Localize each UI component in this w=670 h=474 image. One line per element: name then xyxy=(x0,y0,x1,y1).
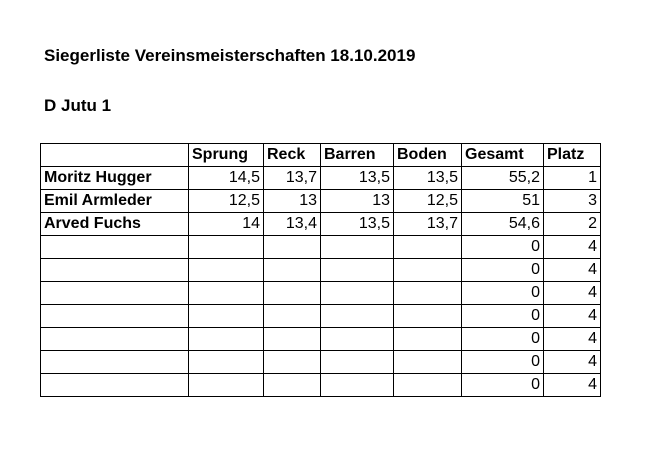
table-row xyxy=(41,305,601,328)
score-boden: 13,7 xyxy=(394,213,462,236)
score-gesamt: 0 xyxy=(462,259,544,282)
score-gesamt: 0 xyxy=(462,351,544,374)
score-gesamt: 0 xyxy=(462,328,544,351)
score-boden xyxy=(394,374,462,397)
score-boden xyxy=(394,328,462,351)
table-row xyxy=(41,190,601,213)
score-reck xyxy=(264,236,321,259)
athlete-name xyxy=(41,351,189,374)
document-title: Siegerliste Vereinsmeisterschaften 18.10.2019 xyxy=(44,46,416,65)
athlete-name xyxy=(41,259,189,282)
score-sprung: 14,5 xyxy=(189,167,264,190)
score-sprung xyxy=(189,259,264,282)
score-boden xyxy=(394,305,462,328)
header-row xyxy=(41,144,601,167)
score-boden xyxy=(394,282,462,305)
rank-platz: 4 xyxy=(544,305,601,328)
score-gesamt: 51 xyxy=(462,190,544,213)
score-boden xyxy=(394,351,462,374)
score-reck: 13,4 xyxy=(264,213,321,236)
score-boden xyxy=(394,259,462,282)
score-gesamt: 0 xyxy=(462,236,544,259)
score-sprung xyxy=(189,351,264,374)
score-reck xyxy=(264,351,321,374)
athlete-name xyxy=(41,328,189,351)
score-gesamt: 55,2 xyxy=(462,167,544,190)
score-boden: 12,5 xyxy=(394,190,462,213)
athlete-name xyxy=(41,282,189,305)
score-barren xyxy=(321,282,394,305)
table-row xyxy=(41,374,601,397)
score-reck xyxy=(264,259,321,282)
score-sprung: 14 xyxy=(189,213,264,236)
rank-platz: 4 xyxy=(544,236,601,259)
header-boden: Boden xyxy=(394,144,462,167)
score-barren: 13,5 xyxy=(321,213,394,236)
athlete-name xyxy=(41,374,189,397)
score-gesamt: 0 xyxy=(462,374,544,397)
results-table xyxy=(40,143,601,397)
table-row xyxy=(41,282,601,305)
score-barren xyxy=(321,236,394,259)
group-subtitle: D Jutu 1 xyxy=(44,96,112,115)
header-platz: Platz xyxy=(544,144,601,167)
score-boden xyxy=(394,236,462,259)
header-name xyxy=(41,144,189,167)
score-reck xyxy=(264,305,321,328)
score-gesamt: 0 xyxy=(462,305,544,328)
rank-platz: 1 xyxy=(544,167,601,190)
score-gesamt: 0 xyxy=(462,282,544,305)
athlete-name xyxy=(41,305,189,328)
athlete-name xyxy=(41,236,189,259)
score-sprung xyxy=(189,236,264,259)
score-barren xyxy=(321,305,394,328)
score-reck xyxy=(264,374,321,397)
score-barren: 13 xyxy=(321,190,394,213)
score-barren xyxy=(321,259,394,282)
score-barren xyxy=(321,328,394,351)
athlete-name: Emil Armleder xyxy=(41,190,189,213)
score-boden: 13,5 xyxy=(394,167,462,190)
score-sprung xyxy=(189,282,264,305)
header-reck: Reck xyxy=(264,144,321,167)
score-gesamt: 54,6 xyxy=(462,213,544,236)
score-barren: 13,5 xyxy=(321,167,394,190)
score-reck: 13,7 xyxy=(264,167,321,190)
table-row xyxy=(41,328,601,351)
rank-platz: 4 xyxy=(544,328,601,351)
score-sprung: 12,5 xyxy=(189,190,264,213)
score-barren xyxy=(321,351,394,374)
athlete-name: Moritz Hugger xyxy=(41,167,189,190)
table-row xyxy=(41,259,601,282)
rank-platz: 4 xyxy=(544,351,601,374)
athlete-name: Arved Fuchs xyxy=(41,213,189,236)
score-sprung xyxy=(189,305,264,328)
rank-platz: 4 xyxy=(544,374,601,397)
header-gesamt: Gesamt xyxy=(462,144,544,167)
score-barren xyxy=(321,374,394,397)
header-sprung: Sprung xyxy=(189,144,264,167)
table-row xyxy=(41,167,601,190)
score-reck xyxy=(264,328,321,351)
rank-platz: 4 xyxy=(544,259,601,282)
table-row xyxy=(41,236,601,259)
table-row xyxy=(41,213,601,236)
score-reck: 13 xyxy=(264,190,321,213)
rank-platz: 3 xyxy=(544,190,601,213)
rank-platz: 4 xyxy=(544,282,601,305)
score-reck xyxy=(264,282,321,305)
table-row xyxy=(41,351,601,374)
score-sprung xyxy=(189,328,264,351)
header-barren: Barren xyxy=(321,144,394,167)
score-sprung xyxy=(189,374,264,397)
rank-platz: 2 xyxy=(544,213,601,236)
